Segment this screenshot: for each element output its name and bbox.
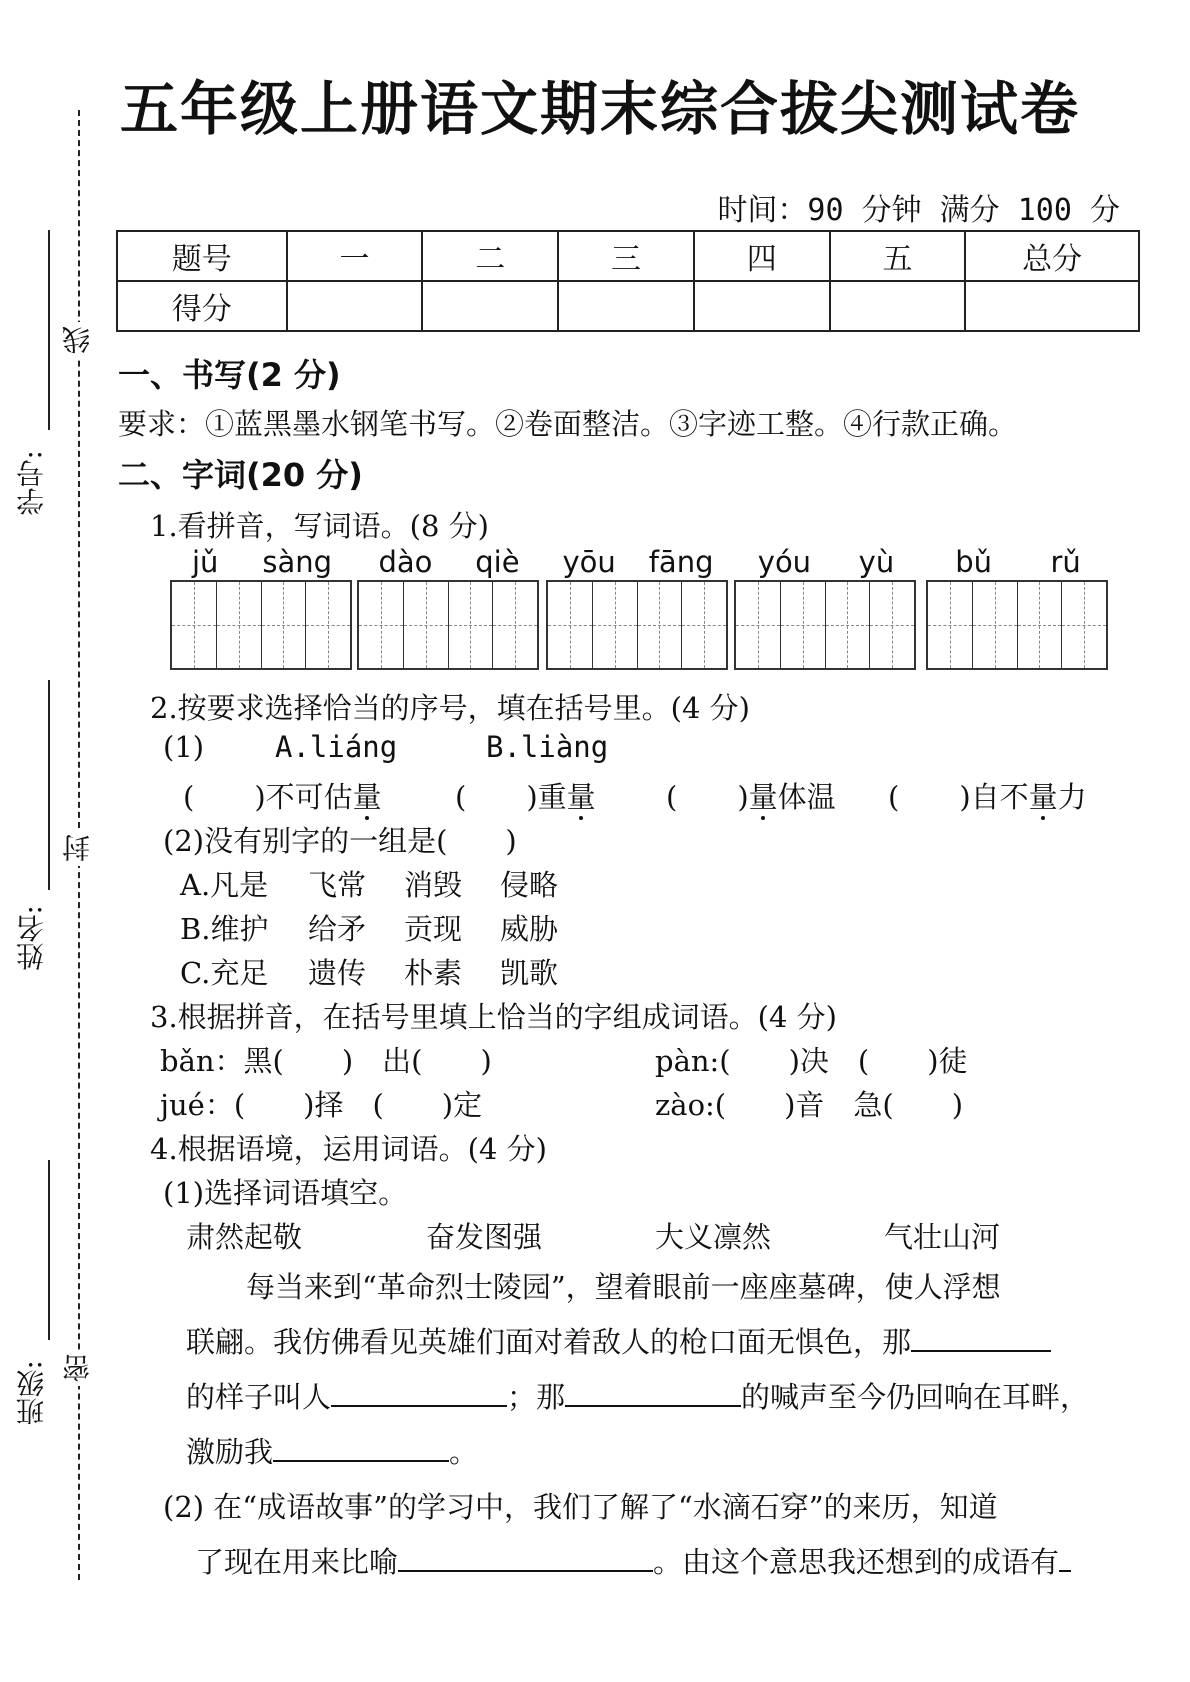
option-word: A.凡是 [180, 868, 269, 902]
q3-row2-left: jué：( )择 ( )定 [160, 1088, 483, 1122]
margin-mi: 密 [64, 1350, 92, 1386]
score-header-cell: 五 [830, 231, 966, 281]
para-text: 的样子叫人 [186, 1380, 332, 1414]
fill-blank[interactable] [565, 1381, 741, 1407]
word-text: )不可估 [254, 780, 353, 814]
pinyin: yóu [757, 545, 812, 579]
q2-option-row [180, 951, 558, 992]
score-cell[interactable] [694, 281, 830, 331]
section1-heading: 一、书写(2 分) [118, 356, 341, 394]
option-word: 贡现 [404, 912, 463, 946]
para-text: 的喊声至今仍回响在耳畔， [741, 1380, 1090, 1414]
word-text: 体温 [777, 780, 836, 814]
q3-row1-left: bǎn：黑( ) 出( ) [160, 1044, 492, 1078]
paren-open: ( [888, 780, 900, 814]
paren-open: ( [666, 780, 678, 814]
score-cell[interactable] [830, 281, 966, 331]
pinyin: sàng [262, 545, 333, 579]
score-header-cell: 四 [694, 231, 830, 281]
writing-grid[interactable] [546, 580, 728, 670]
q3-row1-right: pàn:( )决 ( )徒 [655, 1044, 968, 1078]
time-info: 时间：90 分钟 满分 100 分 [717, 193, 1120, 228]
writing-grid[interactable] [734, 580, 916, 670]
word-text: 力 [1057, 780, 1087, 814]
banji-label: 班级: [15, 1360, 48, 1426]
option-word: 遗传 [308, 956, 367, 990]
q2-option-a: A.liáng [275, 730, 398, 764]
q2-word [666, 775, 836, 816]
score-cell[interactable] [965, 281, 1139, 331]
q4-choice: 大义凛然 [655, 1220, 772, 1254]
score-cell[interactable] [422, 281, 558, 331]
q4-sub2-line [195, 1540, 1071, 1581]
fill-blank[interactable] [1059, 1546, 1071, 1572]
para-text: 了现在用来比喻 [195, 1545, 399, 1579]
q4-para-line: 每当来到“革命烈士陵园”，望着眼前一座座墓碑，使人浮想 [246, 1270, 1001, 1304]
dotted-char: 量 [748, 780, 778, 814]
score-cell[interactable] [558, 281, 694, 331]
para-text: 激励我 [186, 1435, 274, 1469]
score-header-cell: 一 [287, 231, 423, 281]
q2-word [183, 775, 382, 816]
q3-title: 3.根据拼音，在括号里填上恰当的字组成词语。(4 分) [150, 1000, 837, 1034]
score-header-row [117, 231, 1139, 281]
pinyin: fāng [648, 545, 714, 579]
section2-heading: 二、字词(20 分) [118, 456, 363, 494]
q4-choice: 奋发图强 [426, 1220, 543, 1254]
option-word: 飞常 [308, 868, 367, 902]
pinyin: bǔ [955, 545, 993, 579]
para-text: ；那 [507, 1380, 566, 1414]
paren-open: ( [455, 780, 467, 814]
margin-feng: 封 [64, 830, 92, 866]
score-header-cell: 总分 [965, 231, 1139, 281]
para-text: 。 [449, 1435, 479, 1469]
q3-row2-right: zào:( )音 急( ) [655, 1088, 964, 1122]
dotted-char: 量 [1028, 780, 1058, 814]
score-header-cell: 题号 [117, 231, 287, 281]
word-text: )自不 [959, 780, 1029, 814]
score-header-cell: 二 [422, 231, 558, 281]
pinyin-group [170, 545, 354, 579]
banji-underline [48, 1160, 50, 1340]
q4-choice: 气壮山河 [884, 1220, 1001, 1254]
q4-para-line [186, 1430, 478, 1471]
q2-option-b: B.liàng [486, 730, 609, 764]
dotted-char: 量 [566, 780, 596, 814]
option-word: B.维护 [180, 912, 269, 946]
q2-option-row [180, 863, 558, 904]
section1-requirement: 要求：①蓝黑墨水钢笔书写。②卷面整洁。③字迹工整。④行款正确。 [118, 407, 1018, 441]
score-header-cell: 三 [558, 231, 694, 281]
q4-para-line [186, 1375, 1089, 1416]
pinyin-group [546, 545, 730, 579]
q4-choice: 肃然起敬 [186, 1220, 303, 1254]
fill-blank[interactable] [911, 1326, 1051, 1352]
xuehao-label: 学号: [15, 450, 48, 516]
q2-title: 2.按要求选择恰当的序号，填在括号里。(4 分) [150, 691, 750, 725]
option-word: 凯歌 [500, 956, 559, 990]
score-row-label: 得分 [117, 281, 287, 331]
q2-word [888, 775, 1087, 816]
paren-open: ( [183, 780, 195, 814]
xingming-underline [48, 680, 50, 890]
pinyin-group [734, 545, 918, 579]
para-text: 。由这个意思我还想到的成语有 [653, 1545, 1060, 1579]
pinyin-group [926, 545, 1110, 579]
option-word: 给矛 [308, 912, 367, 946]
option-word: 朴素 [404, 956, 463, 990]
page-title: 五年级上册语文期末综合拔尖测试卷 [120, 75, 1081, 143]
score-table [116, 230, 1140, 332]
q1-title: 1.看拼音，写词语。(8 分) [150, 509, 489, 543]
pinyin-group [357, 545, 541, 579]
q4-sub2-line: (2) 在“成语故事”的学习中，我们了解了“水滴石穿”的来历，知道 [163, 1490, 998, 1524]
q2-sub2: (2)没有别字的一组是( ) [163, 824, 517, 858]
option-word: 消毁 [404, 868, 463, 902]
pinyin: yōu [562, 545, 616, 579]
score-value-row [117, 281, 1139, 331]
q4-sub1: (1)选择词语填空。 [163, 1176, 408, 1210]
pinyin: jǔ [191, 545, 219, 579]
q2-option-row [180, 907, 558, 948]
option-word: 侵略 [500, 868, 559, 902]
fill-blank[interactable] [273, 1436, 449, 1462]
q4-title: 4.根据语境，运用词语。(4 分) [150, 1132, 547, 1166]
writing-grid[interactable] [357, 580, 539, 670]
writing-grid[interactable] [170, 580, 352, 670]
pinyin: dào [378, 545, 433, 579]
option-word: 威胁 [500, 912, 559, 946]
para-text: 联翩。我仿佛看见英雄们面对着敌人的枪口面无惧色，那 [186, 1325, 912, 1359]
margin-xian: 线 [64, 322, 92, 358]
q2-sub1-label: (1) [163, 730, 205, 764]
dotted-char: 量 [352, 780, 382, 814]
xuehao-underline [48, 230, 50, 430]
xingming-label: 姓名: [15, 905, 48, 971]
pinyin: yù [858, 545, 895, 579]
q4-para-line [186, 1320, 1051, 1361]
pinyin: rǔ [1050, 545, 1081, 579]
fill-blank[interactable] [331, 1381, 507, 1407]
score-cell[interactable] [287, 281, 423, 331]
word-text: )重 [526, 780, 567, 814]
writing-grid[interactable] [926, 580, 1108, 670]
pinyin: qiè [475, 545, 520, 579]
fill-blank[interactable] [398, 1546, 653, 1572]
q2-word [455, 775, 596, 816]
word-text: ) [737, 780, 749, 814]
option-word: C.充足 [180, 956, 269, 990]
